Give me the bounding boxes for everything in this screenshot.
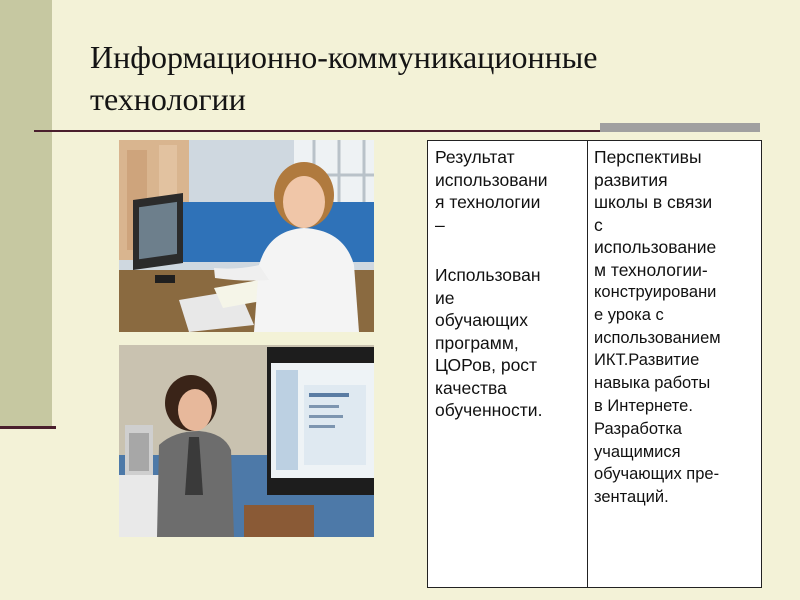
title-rule-accent-block [600,123,760,132]
teacher-at-computer-photo [119,140,374,332]
slide-title [90,36,750,120]
decorative-side-bar [0,0,52,428]
info-table [427,140,762,588]
slide-title-line-2: технологии [90,81,246,117]
side-bar-accent-line [0,426,56,429]
table-column-divider [587,141,588,587]
prospects-heading: Перспективы развития школы в связи с использование м технологии- [594,147,717,280]
slide-title-line-1: Информационно-коммуникационные [90,39,598,75]
result-heading: Результат использовани я технологии – [435,147,548,235]
table-column-prospects [594,146,757,509]
table-column-result [435,146,585,422]
teacher-at-projector-screen-photo [119,345,374,537]
result-body: Использован ие обучающих программ, ЦОРов, рост качества обученности. [435,265,543,420]
prospects-body: конструировани е урока с использованием ИКТ.Развитие навыка работы в Интернете. Разработка учащимися обучающих пре- зентаций. [594,283,721,507]
